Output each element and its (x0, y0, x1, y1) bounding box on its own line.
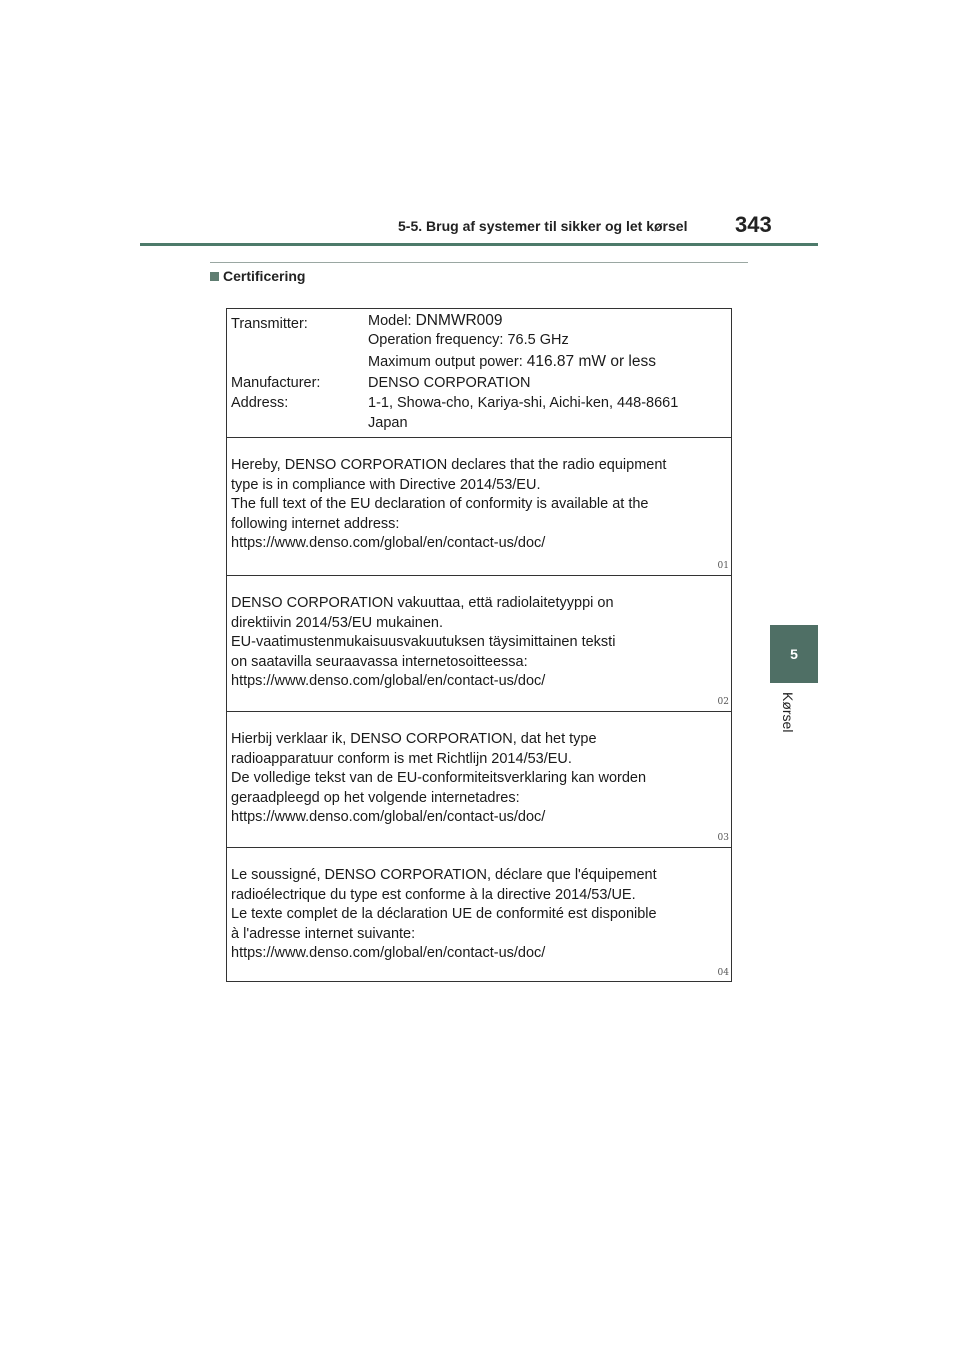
section-heading-text: Certificering (223, 268, 306, 284)
declaration-line: DENSO CORPORATION vakuuttaa, että radiolaitetyyppi on (231, 595, 614, 611)
declaration-line: EU-vaatimustenmukaisuusvakuutuksen täysimittainen teksti (231, 634, 616, 650)
declaration-line: à l'adresse internet suivante: (231, 925, 416, 942)
declaration-url: https://www.denso.com/global/en/contact-us/doc/ (231, 673, 546, 689)
declaration-line: type is in compliance with Directive 2014/53/EU. (231, 476, 541, 493)
model-line (368, 312, 503, 330)
address-line-1: 1-1, Showa-cho, Kariya-shi, Aichi-ken, 448-8661 (368, 395, 679, 411)
page-header-title: 5-5. Brug af systemer til sikker og let kørsel (398, 218, 688, 234)
certificate-box (226, 308, 732, 982)
declaration-code: 02 (717, 697, 729, 707)
declaration-line: Le texte complet de la déclaration UE de conformité est disponible (231, 906, 657, 922)
declaration-line: The full text of the EU declaration of conformity is available at the (231, 496, 649, 512)
address-line-2: Japan (368, 415, 408, 431)
declaration-line: following internet address: (231, 515, 400, 532)
declaration-line: on saatavilla seuraavassa internetosoitteessa: (231, 653, 528, 670)
declaration-line: direktiivin 2014/53/EU mukainen. (231, 614, 443, 631)
transmitter-label: Transmitter: (231, 316, 308, 332)
declaration-url: https://www.denso.com/global/en/contact-us/doc/ (231, 945, 546, 961)
declaration-code: 03 (717, 833, 729, 843)
section-divider (210, 262, 748, 263)
chapter-tab: 5 (770, 625, 818, 683)
transmitter-section (227, 309, 731, 438)
declaration-url: https://www.denso.com/global/en/contact-us/doc/ (231, 535, 546, 551)
section-heading (210, 268, 305, 284)
chapter-side-label: Kørsel (780, 692, 796, 733)
declaration-line: radioélectrique du type est conforme à la directive 2014/53/UE. (231, 886, 636, 903)
declaration-line: Hereby, DENSO CORPORATION declares that the radio equipment (231, 457, 667, 473)
declaration-code: 04 (717, 968, 729, 978)
declaration-url: https://www.denso.com/global/en/contact-us/doc/ (231, 809, 546, 825)
manufacturer-label: Manufacturer: (231, 375, 321, 391)
address-label: Address: (231, 395, 289, 411)
manufacturer-value: DENSO CORPORATION (368, 375, 531, 391)
page-number: 343 (735, 212, 772, 237)
frequency-line: Operation frequency: 76.5 GHz (368, 332, 569, 348)
declaration-line: De volledige tekst van de EU-conformiteitsverklaring kan worden (231, 770, 647, 786)
declaration-finnish (227, 576, 731, 712)
header-divider (140, 243, 818, 246)
declaration-dutch (227, 712, 731, 848)
declaration-french (227, 848, 731, 982)
max-power-line (368, 353, 656, 371)
max-power-label: Maximum output power: (368, 354, 523, 370)
model-value: DNMWR009 (415, 312, 503, 329)
model-label: Model: (368, 313, 412, 329)
declaration-line: radioapparatuur conform is met Richtlijn 2014/53/EU. (231, 750, 572, 767)
declaration-line: geraadpleegd op het volgende internetadres: (231, 789, 520, 806)
declaration-code: 01 (717, 561, 729, 571)
max-power-value: 416.87 mW or less (526, 353, 656, 370)
declaration-line: Hierbij verklaar ik, DENSO CORPORATION, dat het type (231, 731, 597, 747)
declaration-line: Le soussigné, DENSO CORPORATION, déclare que l'équipement (231, 867, 657, 883)
heading-square-icon (210, 272, 219, 281)
declaration-english (227, 438, 731, 576)
